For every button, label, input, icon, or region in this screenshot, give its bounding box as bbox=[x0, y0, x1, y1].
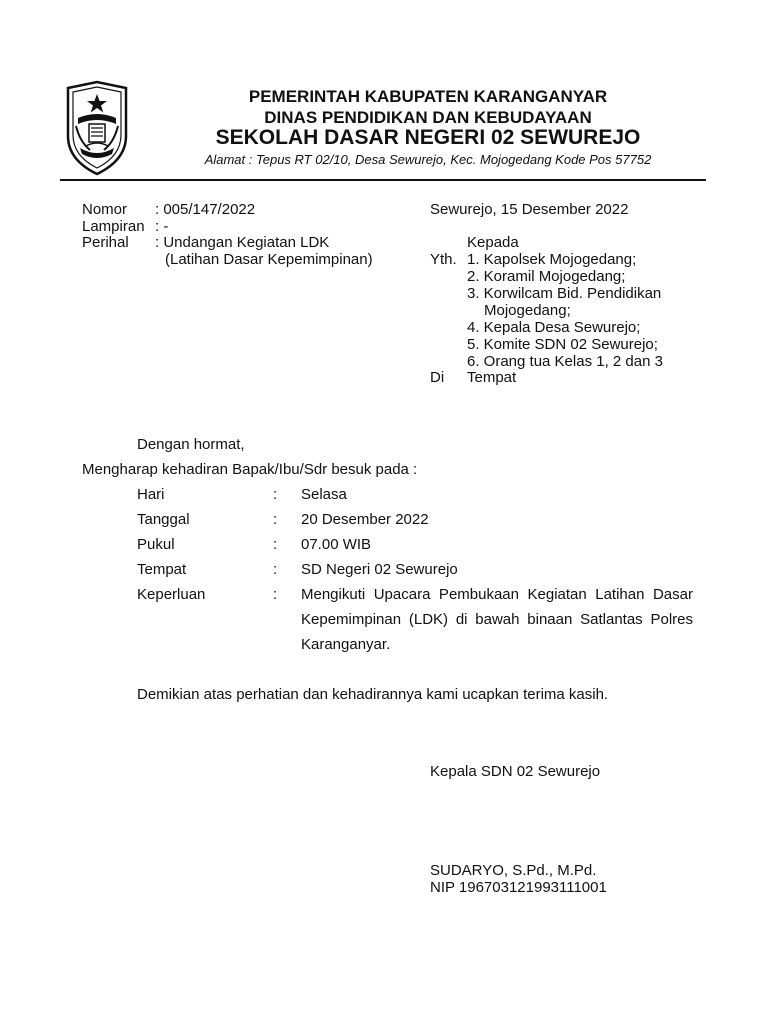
letterhead-department: DINAS PENDIDIKAN DAN KEBUDAYAAN bbox=[264, 108, 592, 127]
perihal-value-continued: (Latihan Dasar Kepemimpinan) bbox=[165, 251, 373, 268]
signature-title: Kepala SDN 02 Sewurejo bbox=[430, 763, 601, 780]
signature-nip: NIP 196703121993111001 bbox=[430, 879, 607, 896]
regency-emblem-logo bbox=[62, 80, 132, 176]
letterhead-address: Alamat : Tepus RT 02/10, Desa Sewurejo, Kec. Mojogedang Kode Pos 57752 bbox=[204, 152, 652, 167]
perihal-value: : Undangan Kegiatan LDK bbox=[155, 234, 330, 251]
recipient-kepada: Kepada bbox=[467, 234, 519, 251]
recipient-di: Di bbox=[430, 369, 445, 386]
detail-colon: : bbox=[273, 586, 278, 603]
detail-colon: : bbox=[273, 561, 278, 578]
detail-value-hari: Selasa bbox=[301, 486, 347, 503]
lampiran-label: Lampiran bbox=[82, 218, 145, 235]
letterhead-divider bbox=[60, 179, 706, 181]
closing-paragraph: Demikian atas perhatian dan kehadirannya kami ucapkan terima kasih. bbox=[137, 686, 609, 703]
detail-label-pukul: Pukul bbox=[137, 536, 175, 553]
keperluan-line: Karanganyar. bbox=[301, 636, 391, 653]
recipient-item: 1. Kapolsek Mojogedang; bbox=[467, 251, 637, 268]
greeting: Dengan hormat, bbox=[137, 436, 245, 453]
recipient-item: 4. Kepala Desa Sewurejo; bbox=[467, 319, 641, 336]
date-place: Sewurejo, 15 Desember 2022 bbox=[430, 201, 629, 218]
detail-colon: : bbox=[273, 511, 278, 528]
lampiran-value: : - bbox=[155, 218, 169, 235]
letterhead-school-name: SEKOLAH DASAR NEGERI 02 SEWUREJO bbox=[215, 126, 641, 149]
recipient-item: 6. Orang tua Kelas 1, 2 dan 3 bbox=[467, 353, 663, 370]
perihal-label: Perihal bbox=[82, 234, 129, 251]
nomor-label: Nomor bbox=[82, 201, 128, 218]
detail-label-keperluan: Keperluan bbox=[137, 586, 206, 603]
recipient-yth: Yth. bbox=[430, 251, 457, 268]
keperluan-line: Mengikuti Upacara Pembukaan Kegiatan Latihan Dasar bbox=[301, 586, 693, 603]
detail-label-tanggal: Tanggal bbox=[137, 511, 190, 528]
signature-name: SUDARYO, S.Pd., M.Pd. bbox=[430, 862, 597, 879]
letterhead-government: PEMERINTAH KABUPATEN KARANGANYAR bbox=[248, 87, 608, 106]
recipient-item: 2. Koramil Mojogedang; bbox=[467, 268, 626, 285]
detail-value-tanggal: 20 Desember 2022 bbox=[301, 511, 429, 528]
intro-paragraph: Mengharap kehadiran Bapak/Ibu/Sdr besuk pada : bbox=[82, 461, 418, 478]
detail-label-tempat: Tempat bbox=[137, 561, 187, 578]
detail-colon: : bbox=[273, 486, 278, 503]
detail-value-pukul: 07.00 WIB bbox=[301, 536, 372, 553]
detail-label-hari: Hari bbox=[137, 486, 165, 503]
nomor-value: : 005/147/2022 bbox=[155, 201, 256, 218]
detail-value-tempat: SD Negeri 02 Sewurejo bbox=[301, 561, 458, 578]
recipient-item: 3. Korwilcam Bid. Pendidikan bbox=[467, 285, 662, 302]
recipient-item: 5. Komite SDN 02 Sewurejo; bbox=[467, 336, 658, 353]
recipient-item-continued: Mojogedang; bbox=[484, 302, 571, 319]
recipient-tempat: Tempat bbox=[467, 369, 517, 386]
keperluan-line: Kepemimpinan (LDK) di bawah binaan Satlantas Polres bbox=[301, 611, 693, 628]
detail-colon: : bbox=[273, 536, 278, 553]
